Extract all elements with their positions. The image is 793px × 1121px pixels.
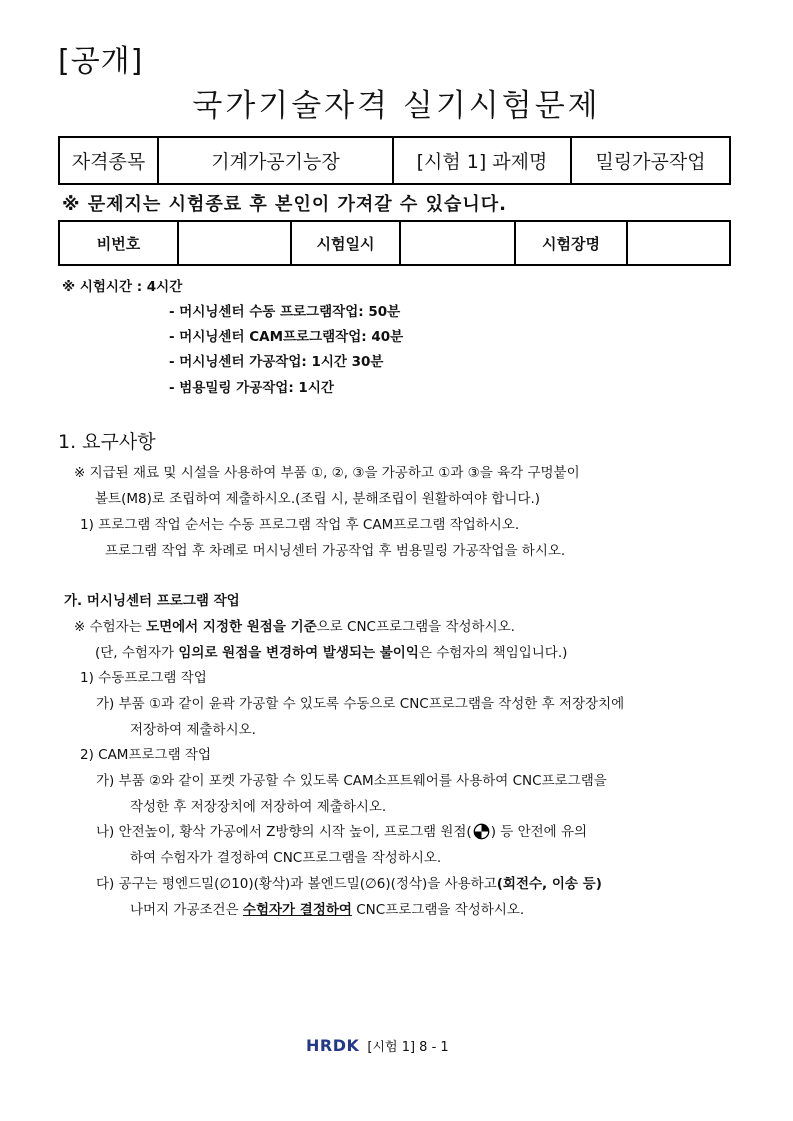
item-line: 나머지 가공조건은 수험자가 결정하여 CNC프로그램을 작성하시오. [130, 902, 525, 918]
label-number: 비번호 [59, 221, 178, 265]
notice: ※ 문제지는 시험종료 후 본인이 가져갈 수 있습니다. [62, 194, 507, 215]
item-line: 나) 안전높이, 황삭 가공에서 Z방향의 시작 높이, 프로그램 원점( ) 등 안전에 유의 [96, 824, 588, 840]
time-head: ※ 시험시간 : 4시간 [62, 279, 183, 295]
time-item: - 머시닝센터 CAM프로그램작업: 40분 [169, 329, 404, 345]
exam-table [58, 220, 731, 266]
origin-symbol-icon [473, 823, 490, 840]
value-subject: 기계가공기능장 [158, 137, 393, 184]
info-table [58, 136, 731, 185]
item-line: 저장하여 제출하시오. [130, 722, 256, 738]
section-heading: 1. 요구사항 [58, 431, 156, 453]
item-line: 가) 부품 ①과 같이 윤곽 가공할 수 있도록 수동으로 CNC프로그램을 작성한 후 저장장치에 [96, 696, 625, 712]
req-line: 1) 프로그램 작업 순서는 수동 프로그램 작업 후 CAM프로그램 작업하시오. [80, 517, 520, 533]
label-datetime: 시험일시 [291, 221, 400, 265]
time-item: - 범용밀링 가공작업: 1시간 [169, 380, 334, 396]
time-item: - 머시닝센터 가공작업: 1시간 30분 [169, 354, 384, 370]
item-line: 다) 공구는 평엔드밀(∅10)(황삭)과 볼엔드밀(∅6)(정삭)을 사용하고(회전수, 이송 등) [96, 876, 602, 892]
origin-note: ※ 수험자는 도면에서 지정한 원점을 기준으로 CNC프로그램을 작성하시오. [74, 619, 515, 635]
page-title: 국가기술자격 실기시험문제 [192, 88, 601, 124]
item-manual: 1) 수동프로그램 작업 [80, 670, 207, 686]
label-venue: 시험장명 [515, 221, 627, 265]
item-line: 가) 부품 ②와 같이 포켓 가공할 수 있도록 CAM소프트웨어를 사용하여 CNC프로그램을 [96, 773, 607, 789]
subsection-heading: 가. 머시닝센터 프로그램 작업 [64, 593, 240, 609]
field-venue[interactable] [627, 221, 730, 265]
label-subject: 자격종목 [59, 137, 158, 184]
req-line: ※ 지급된 재료 및 시설을 사용하여 부품 ①, ②, ③을 가공하고 ①과 ③을 육각 구멍붙이 [74, 465, 580, 481]
page-number: [시험 1] 8 - 1 [367, 1040, 449, 1055]
req-line: 프로그램 작업 후 차례로 머시닝센터 가공작업 후 범용밀링 가공작업을 하시오. [105, 543, 566, 559]
field-datetime[interactable] [400, 221, 515, 265]
public-tag: [공개] [58, 44, 144, 79]
label-task: [시험 1] 과제명 [393, 137, 571, 184]
item-line: 하여 수험자가 결정하여 CNC프로그램을 작성하시오. [130, 850, 442, 866]
hrdk-logo: HRDK [306, 1036, 360, 1055]
req-line: 볼트(M8)로 조립하여 제출하시오.(조립 시, 분해조립이 원활하여야 합니다.) [95, 491, 541, 507]
footer [306, 1036, 449, 1055]
field-number[interactable] [178, 221, 291, 265]
value-task: 밀링가공작업 [571, 137, 730, 184]
time-item: - 머시닝센터 수동 프로그램작업: 50분 [169, 304, 401, 320]
item-cam: 2) CAM프로그램 작업 [80, 747, 211, 763]
item-line: 작성한 후 저장장치에 저장하여 제출하시오. [130, 799, 387, 815]
origin-warning: (단, 수험자가 임의로 원점을 변경하여 발생되는 불이익은 수험자의 책임입니다.) [95, 645, 568, 661]
